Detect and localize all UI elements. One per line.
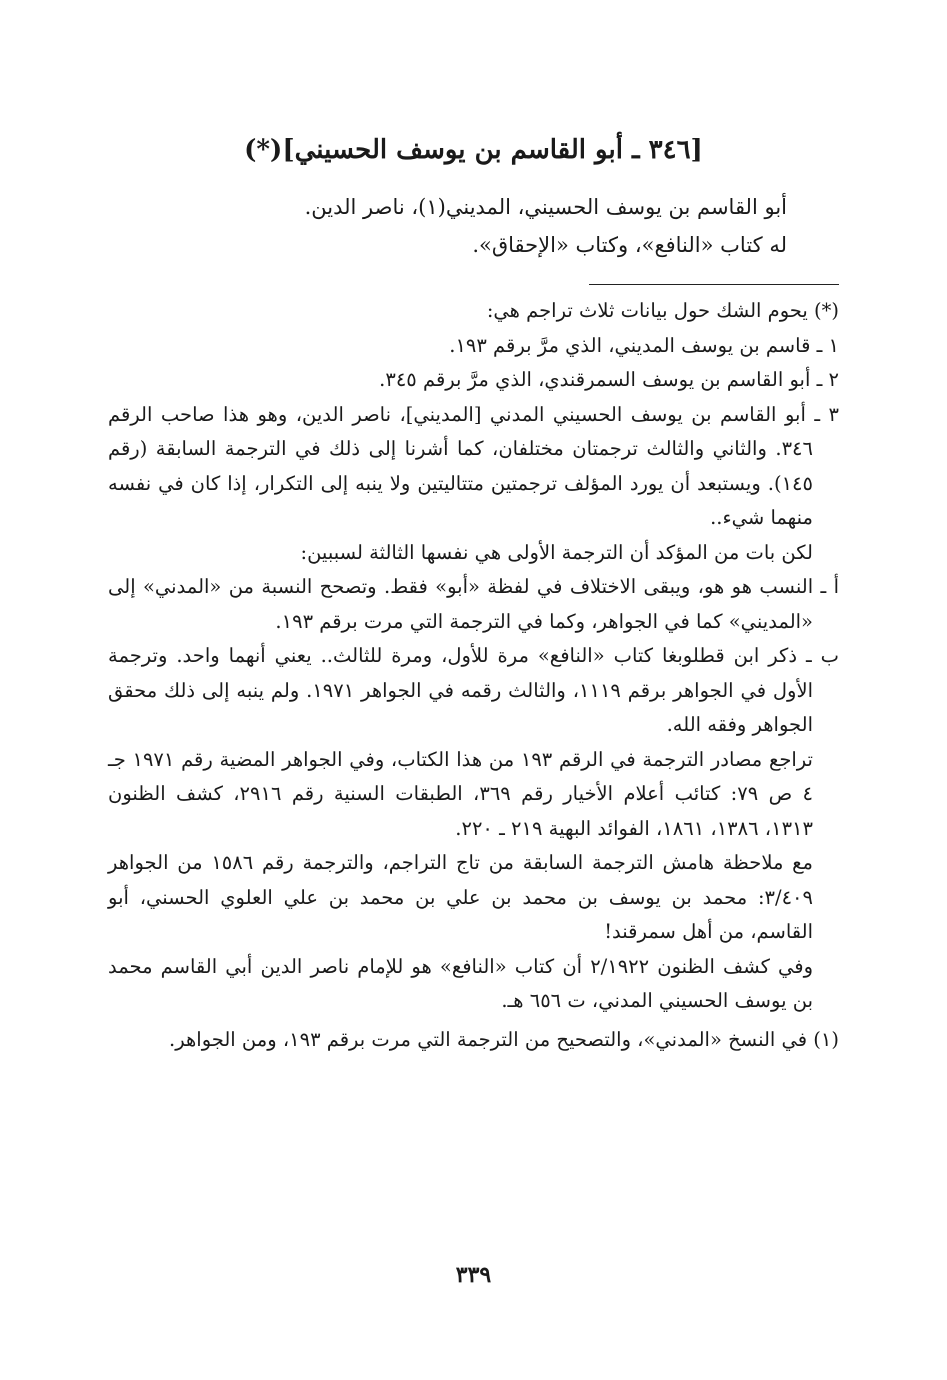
entry-title: [٣٤٦ ـ أبو القاسم بن يوسف الحسيني](*) — [244, 135, 703, 165]
entry-body-line-1: أبو القاسم بن يوسف الحسيني، المديني(١)، ناصر الدين. — [304, 195, 787, 219]
footnote-but-paragraph: لكن بات من المؤكد أن الترجمة الأولى هي نفسها الثالثة لسببين: — [300, 540, 813, 564]
entry-body — [140, 188, 787, 264]
footnote-sources: تراجع مصادر الترجمة في الرقم ١٩٣ من هذا الكتاب، وفي الجواهر المضية رقم ١٩٧١ جـ ٤ ص ٧٩: كتائب أعلام الأخيار رقم ٣٦٩، الطبقات السنية رقم ٢٩١٦، كشف الظنون ١٣١٣، ١٣٨٦، ١٨٦١، الفوائد البهية ٢١٩ ـ ٢٢٠. — [108, 747, 813, 840]
footnote-reason-a: أ ـ النسب هو هو، ويبقى الاختلاف في لفظة «أبو» فقط. وتصحح النسبة من «المدني» إلى «المديني» كما في الجواهر، وكما في الترجمة التي مرت برقم ١٩٣. — [108, 575, 839, 633]
entry-body-line-2: له كتاب «النافع»، وكتاب «الإحقاق». — [472, 233, 787, 257]
footnote-separator — [589, 284, 839, 285]
footnote-item-1: ١ ـ قاسم بن يوسف المديني، الذي مرَّ برقم ١٩٣. — [449, 333, 839, 357]
footnote-star-intro: (*) يحوم الشك حول بيانات ثلاث تراجم هي: — [486, 299, 839, 322]
footnotes — [108, 294, 839, 1057]
footnote-item-3: ٣ ـ أبو القاسم بن يوسف الحسيني المدني [المديني]، ناصر الدين، وهو هذا صاحب الرقم ٣٤٦. والثاني والثالث ترجمتان مختلفان، كما أشرنا إلى ذلك في الترجمة السابقة (رقم ١٤٥). ويستبعد أن يورد المؤلف ترجمتين متتاليتين ولا ينبه إلى التكرار، إذا كان في نفسه منهما شيء.. — [108, 402, 839, 529]
footnote-1: (١) في النسخ «المدني»، والتصحيح من الترجمة التي مرت برقم ١٩٣، ومن الجواهر. — [169, 1027, 839, 1051]
footnote-item-2: ٢ ـ أبو القاسم بن يوسف السمرقندي، الذي مرَّ برقم ٣٤٥. — [379, 368, 839, 391]
footnote-kashf: وفي كشف الظنون ٢/١٩٢٢ أن كتاب «النافع» هو للإمام ناصر الدين أبي القاسم محمد بن يوسف الحسيني المدني، ت ٦٥٦ هـ. — [108, 954, 813, 1012]
page-number: ٣٣٩ — [455, 1262, 492, 1288]
footnote-reason-b: ب ـ ذكر ابن قطلوبغا كتاب «النافع» مرة للأول، ومرة للثالث.. يعني أنهما واحد. وترجمة الأول في الجواهر برقم ١١١٩، والثالث رقمه في الجواهر ١٩٧١. ولم ينبه إلى ذلك محقق الجواهر وفقه الله. — [108, 644, 839, 736]
footnote-note: مع ملاحظة هامش الترجمة السابقة من تاج التراجم، والترجمة رقم ١٥٨٦ من الجواهر ٣/٤٠٩: محمد بن يوسف بن محمد بن علي بن محمد بن علي العلوي الحسني، أبو القاسم، من أهل سمرقند! — [108, 851, 813, 943]
